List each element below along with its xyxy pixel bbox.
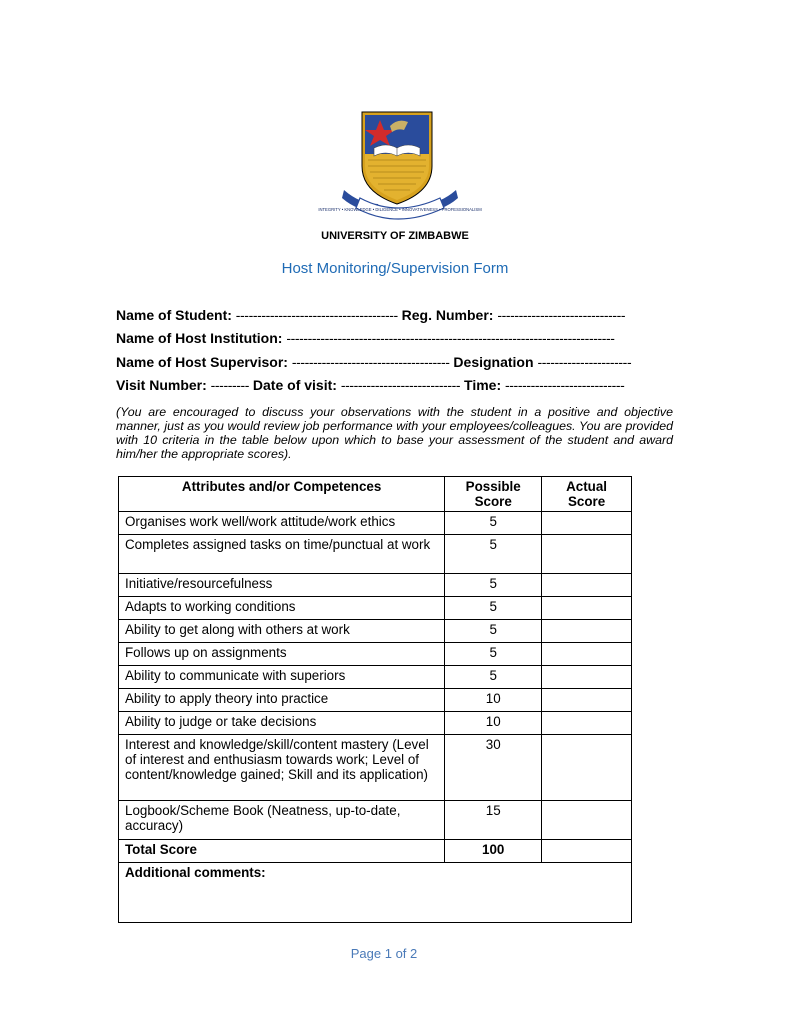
host-supervisor-field[interactable]: ------------------------------------- bbox=[291, 353, 450, 370]
student-name-field[interactable]: -------------------------------------- bbox=[235, 307, 398, 323]
table-row bbox=[119, 735, 632, 801]
attribute-cell: Initiative/resourcefulness bbox=[119, 574, 445, 597]
possible-score-header: Possible Score bbox=[445, 477, 542, 512]
attribute-cell: Logbook/Scheme Book (Neatness, up-to-date, accuracy) bbox=[119, 801, 445, 840]
additional-comments-label: Additional comments: bbox=[125, 865, 266, 880]
visit-number-label: Visit Number: bbox=[116, 377, 207, 394]
visit-row bbox=[116, 376, 676, 399]
host-institution-label: Name of Host Institution: bbox=[116, 330, 283, 347]
table-row bbox=[119, 535, 632, 574]
total-actual-score-cell[interactable] bbox=[542, 840, 632, 863]
assessment-table bbox=[118, 476, 632, 923]
possible-score-cell: 5 bbox=[445, 643, 542, 666]
actual-score-cell[interactable] bbox=[542, 689, 632, 712]
actual-score-cell[interactable] bbox=[542, 597, 632, 620]
supervisor-row bbox=[116, 353, 676, 376]
possible-score-cell: 5 bbox=[445, 574, 542, 597]
possible-score-cell: 5 bbox=[445, 597, 542, 620]
attribute-cell: Adapts to working conditions bbox=[119, 597, 445, 620]
student-name-label: Name of Student: bbox=[116, 307, 232, 323]
table-row bbox=[119, 574, 632, 597]
reg-number-label: Reg. Number: bbox=[401, 307, 494, 323]
attribute-cell: Ability to apply theory into practice bbox=[119, 689, 445, 712]
date-of-visit-label: Date of visit: bbox=[252, 377, 337, 394]
host-supervisor-label: Name of Host Supervisor: bbox=[116, 353, 288, 370]
form-title: Host Monitoring/Supervision Form bbox=[281, 260, 509, 277]
possible-score-cell: 5 bbox=[445, 666, 542, 689]
actual-score-cell[interactable] bbox=[542, 735, 632, 801]
possible-score-cell: 5 bbox=[445, 512, 542, 535]
actual-score-cell[interactable] bbox=[542, 801, 632, 840]
actual-score-cell[interactable] bbox=[542, 643, 632, 666]
svg-text:INTEGRITY • KNOWLEDGE • DILIGE: INTEGRITY • KNOWLEDGE • DILIGENCE • INNOVATIVENESS • PROFESSIONALISM bbox=[318, 207, 482, 212]
university-name: UNIVERSITY OF ZIMBABWE bbox=[321, 230, 469, 242]
institution-row bbox=[116, 329, 676, 352]
attributes-header: Attributes and/or Competences bbox=[119, 477, 445, 512]
actual-score-cell[interactable] bbox=[542, 512, 632, 535]
actual-score-header: Actual Score bbox=[542, 477, 632, 512]
possible-score-cell: 5 bbox=[445, 535, 542, 574]
possible-score-cell: 5 bbox=[445, 620, 542, 643]
additional-comments-field[interactable] bbox=[119, 863, 632, 923]
reg-number-field[interactable]: ------------------------------ bbox=[497, 307, 626, 323]
time-field[interactable]: ---------------------------- bbox=[505, 377, 625, 394]
form-fields bbox=[116, 306, 676, 400]
designation-label: Designation bbox=[453, 353, 534, 370]
student-row bbox=[116, 306, 676, 329]
table-row bbox=[119, 620, 632, 643]
possible-score-cell: 10 bbox=[445, 689, 542, 712]
actual-score-cell[interactable] bbox=[542, 712, 632, 735]
attribute-cell: Ability to judge or take decisions bbox=[119, 712, 445, 735]
attribute-cell: Organises work well/work attitude/work ethics bbox=[119, 512, 445, 535]
table-row bbox=[119, 712, 632, 735]
actual-score-cell[interactable] bbox=[542, 574, 632, 597]
possible-score-cell: 10 bbox=[445, 712, 542, 735]
designation-field[interactable]: ---------------------- bbox=[537, 353, 632, 370]
attribute-cell: Ability to get along with others at work bbox=[119, 620, 445, 643]
total-score-value: 100 bbox=[445, 840, 542, 863]
university-crest-logo bbox=[318, 108, 482, 226]
table-row bbox=[119, 512, 632, 535]
attribute-cell: Follows up on assignments bbox=[119, 643, 445, 666]
table-header-row bbox=[119, 477, 632, 512]
instructions-note: (You are encouraged to discuss your observations with the student in a positive and objective manner, just as you would review job performance with your employees/colleagues. You are provided with 10 criteria in the table below upon which to base your assessment of the student and award him/her the appropriate scores). bbox=[116, 405, 673, 461]
possible-score-cell: 15 bbox=[445, 801, 542, 840]
actual-score-cell[interactable] bbox=[542, 666, 632, 689]
table-row bbox=[119, 801, 632, 840]
comments-row bbox=[119, 863, 632, 923]
table-row bbox=[119, 597, 632, 620]
total-score-label: Total Score bbox=[119, 840, 445, 863]
actual-score-cell[interactable] bbox=[542, 620, 632, 643]
table-row bbox=[119, 643, 632, 666]
visit-number-field[interactable]: --------- bbox=[210, 377, 250, 394]
actual-score-cell[interactable] bbox=[542, 535, 632, 574]
attribute-cell: Completes assigned tasks on time/punctual at work bbox=[119, 535, 445, 574]
date-of-visit-field[interactable]: ---------------------------- bbox=[340, 377, 461, 394]
table-row bbox=[119, 689, 632, 712]
time-label: Time: bbox=[464, 377, 502, 394]
possible-score-cell: 30 bbox=[445, 735, 542, 801]
attribute-cell: Ability to communicate with superiors bbox=[119, 666, 445, 689]
host-institution-field[interactable]: ----------------------------------------------------------------------------- bbox=[286, 330, 615, 347]
total-score-row bbox=[119, 840, 632, 863]
page-number: Page 1 of 2 bbox=[350, 946, 418, 961]
table-row bbox=[119, 666, 632, 689]
attribute-cell: Interest and knowledge/skill/content mastery (Level of interest and enthusiasm towards work; Level of content/knowledge gained; Skill and its application) bbox=[119, 735, 445, 801]
